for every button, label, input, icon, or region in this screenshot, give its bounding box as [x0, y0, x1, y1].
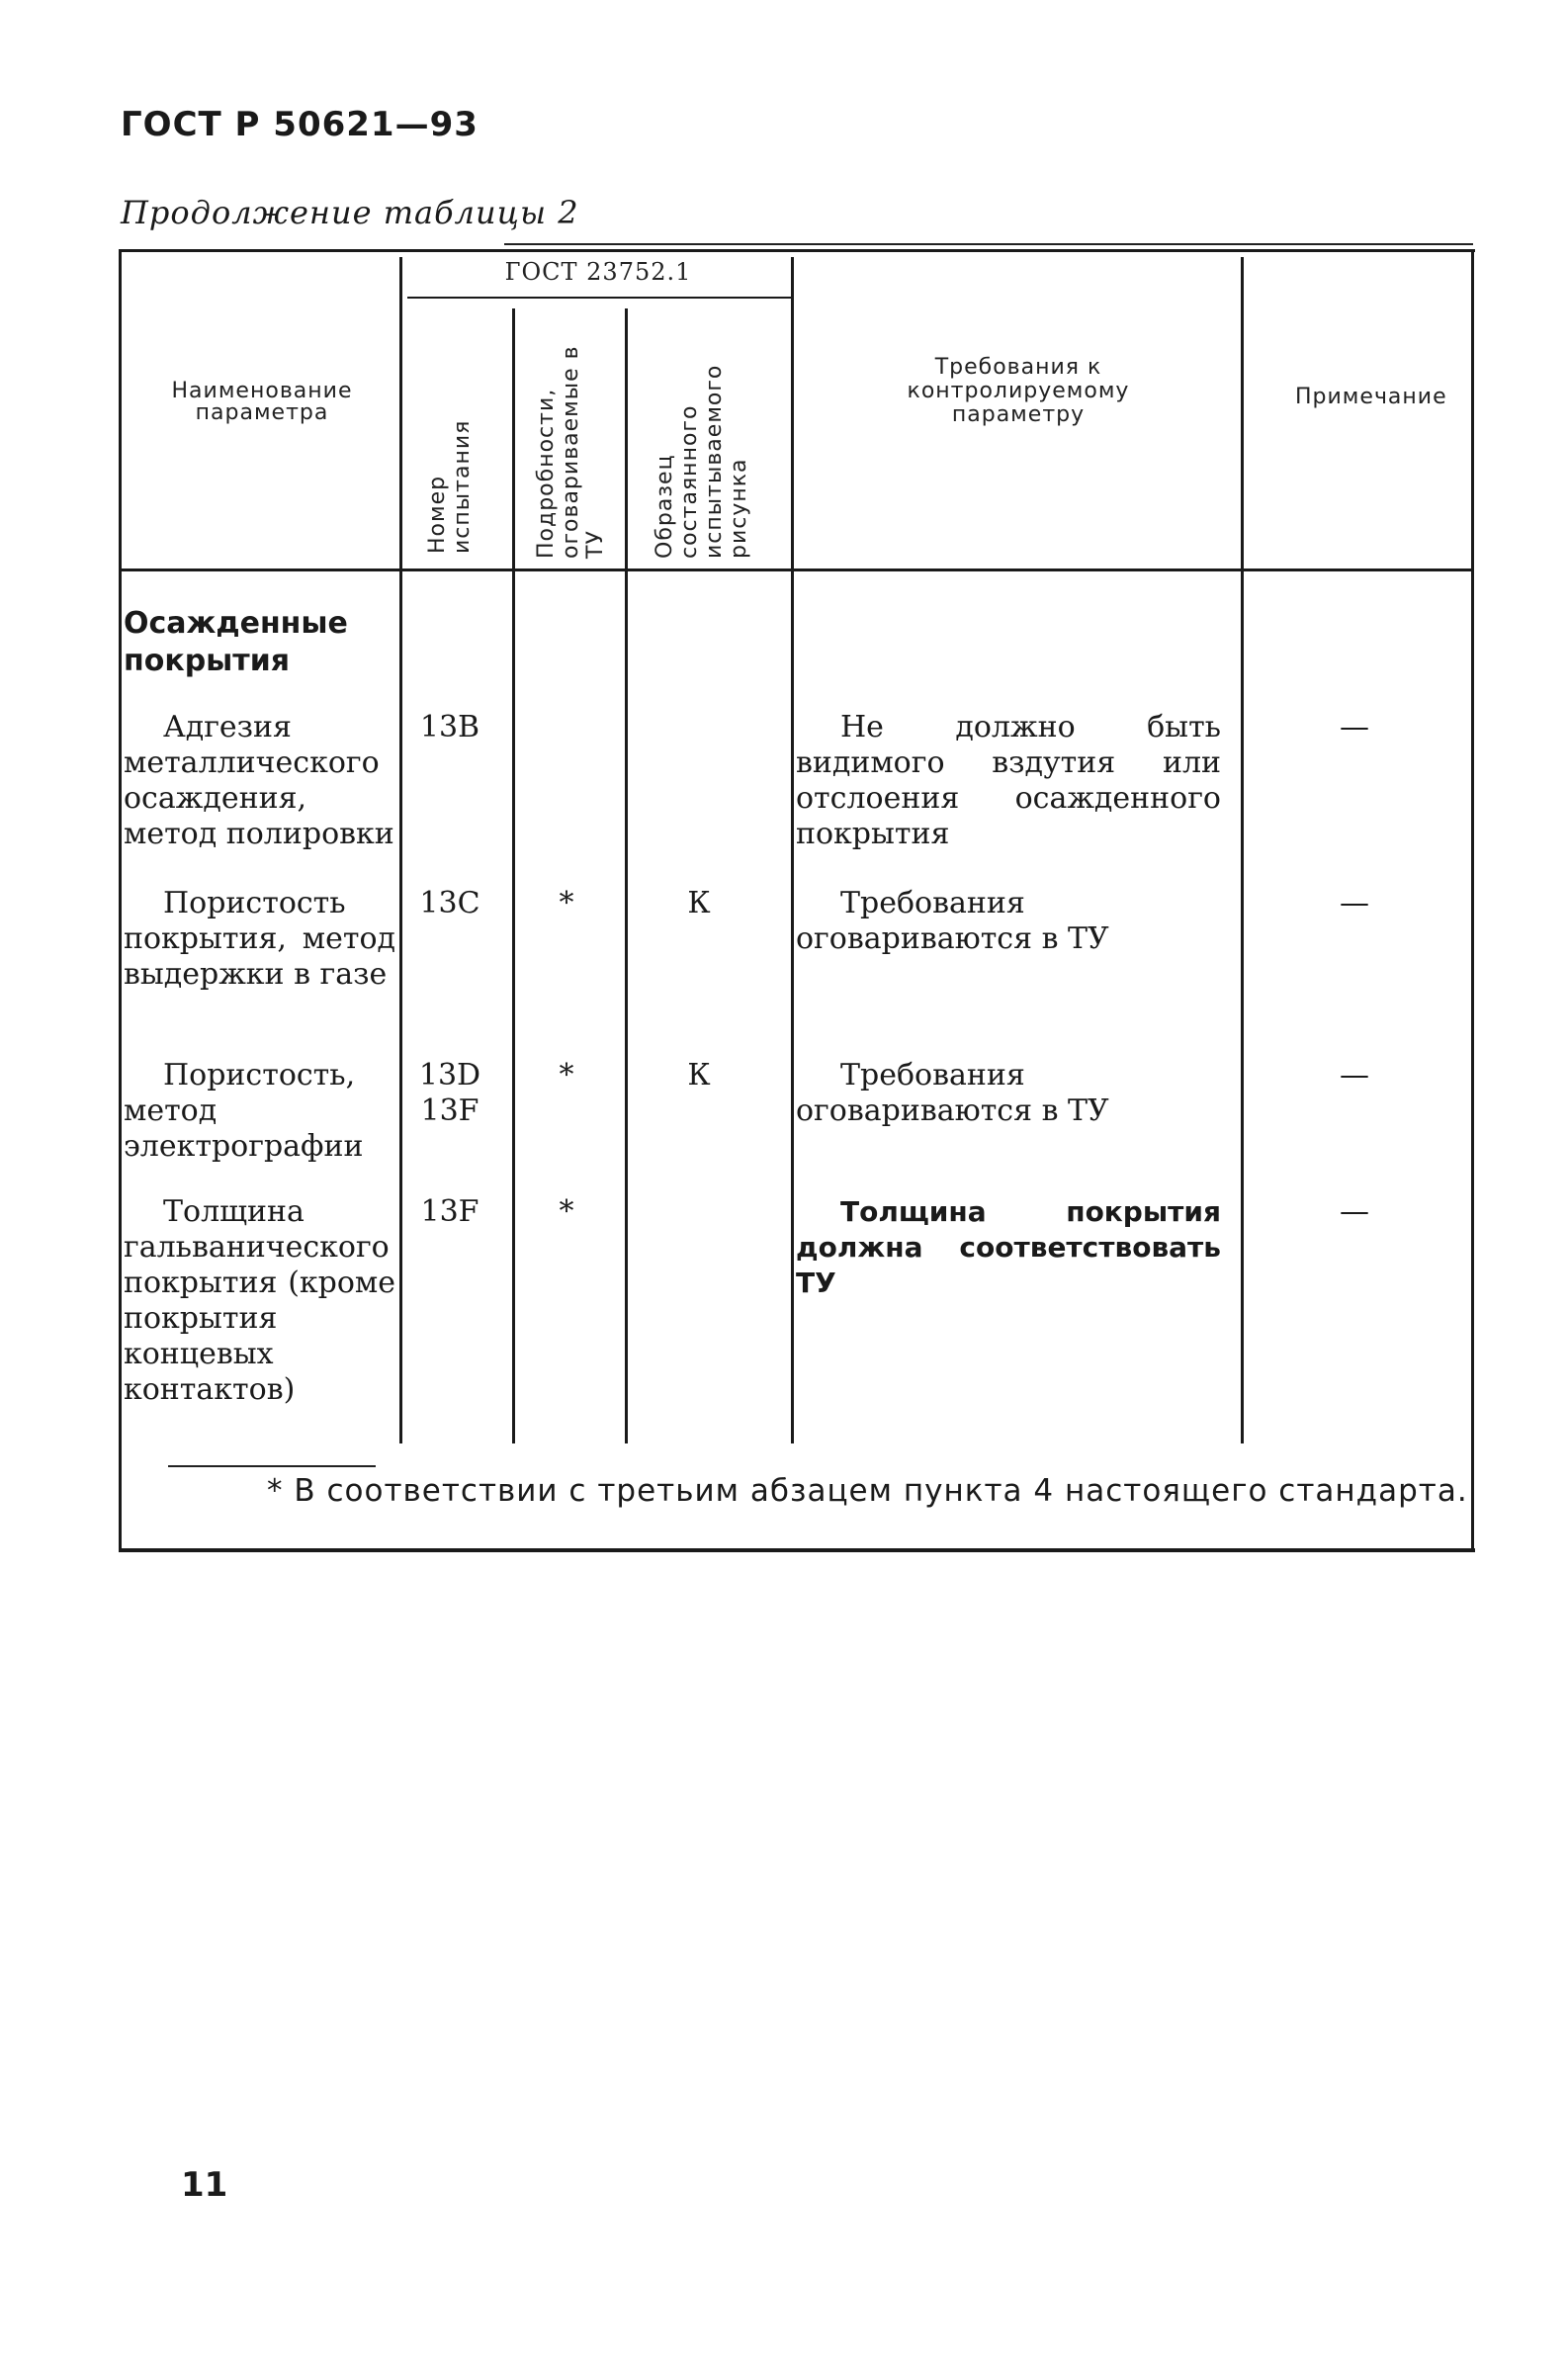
col-divider-2 — [512, 308, 515, 1443]
row-name: Пористость покрытия, метод выдержки в газе — [124, 886, 395, 992]
row-test-number: 13С — [419, 886, 480, 920]
header-details: Подробности, оговариваемые в ТУ — [534, 345, 608, 559]
footnote-rule — [168, 1465, 376, 1467]
row-sample: К — [687, 886, 711, 920]
row-requirements: Не должно быть видимого вздутия или отслоения осажденного покрытия — [796, 710, 1221, 851]
row-details: * — [559, 1058, 574, 1093]
col-divider-1 — [399, 257, 402, 1443]
col-divider-3 — [625, 308, 628, 1443]
row-note: — — [1340, 710, 1369, 744]
row-test-number: 13D 13F — [418, 1058, 481, 1128]
row-requirements: Требования оговариваются в ТУ — [796, 1058, 1109, 1128]
table-left-border — [119, 249, 122, 1552]
table-top-border — [119, 249, 1475, 252]
row-test-number: 13В — [419, 710, 480, 744]
gost-group-rule — [407, 297, 791, 299]
header-requirements: Требования к контролируемому параметру — [907, 355, 1130, 427]
section-title: Осажденные покрытия — [124, 606, 348, 678]
table-right-border — [1471, 249, 1474, 1552]
caption-rule — [504, 243, 1473, 245]
row-details: * — [559, 1194, 574, 1229]
row-test-number: 13F — [420, 1194, 479, 1229]
header-gost-group: ГОСТ 23752.1 — [504, 258, 692, 286]
row-requirements: Требования оговариваются в ТУ — [796, 886, 1109, 956]
header-name: Наименование параметра — [171, 379, 353, 425]
row-note: — — [1340, 886, 1369, 920]
col-divider-4 — [791, 257, 794, 1443]
header-note: Примечание — [1295, 385, 1447, 409]
header-test-number: Номер испытания — [425, 419, 475, 554]
table-bottom-border — [119, 1548, 1475, 1552]
row-details: * — [559, 886, 574, 920]
page-number: 11 — [181, 2165, 228, 2205]
page-header: ГОСТ Р 50621—93 — [121, 105, 479, 144]
row-requirements: Толщина покрытия должна соответствовать ТУ — [796, 1195, 1221, 1299]
footnote: * В соответствии с третьим абзацем пункта 4 настоящего стандарта. — [267, 1473, 1468, 1509]
header-sample: Образец состаянного испытываемого рисунка — [653, 364, 751, 559]
row-name: Пористость, метод электрографии — [124, 1058, 364, 1164]
table-caption: Продолжение таблицы 2 — [121, 194, 579, 231]
row-sample: К — [687, 1058, 711, 1093]
row-note: — — [1340, 1058, 1369, 1093]
row-name: Адгезия металлического осаждения, метод полировки — [124, 710, 394, 851]
row-name: Толщина гальванического покрытия (кроме покрытия концевых контактов) — [124, 1194, 395, 1407]
header-separator — [119, 568, 1471, 571]
row-note: — — [1340, 1194, 1369, 1229]
col-divider-5 — [1241, 257, 1244, 1443]
